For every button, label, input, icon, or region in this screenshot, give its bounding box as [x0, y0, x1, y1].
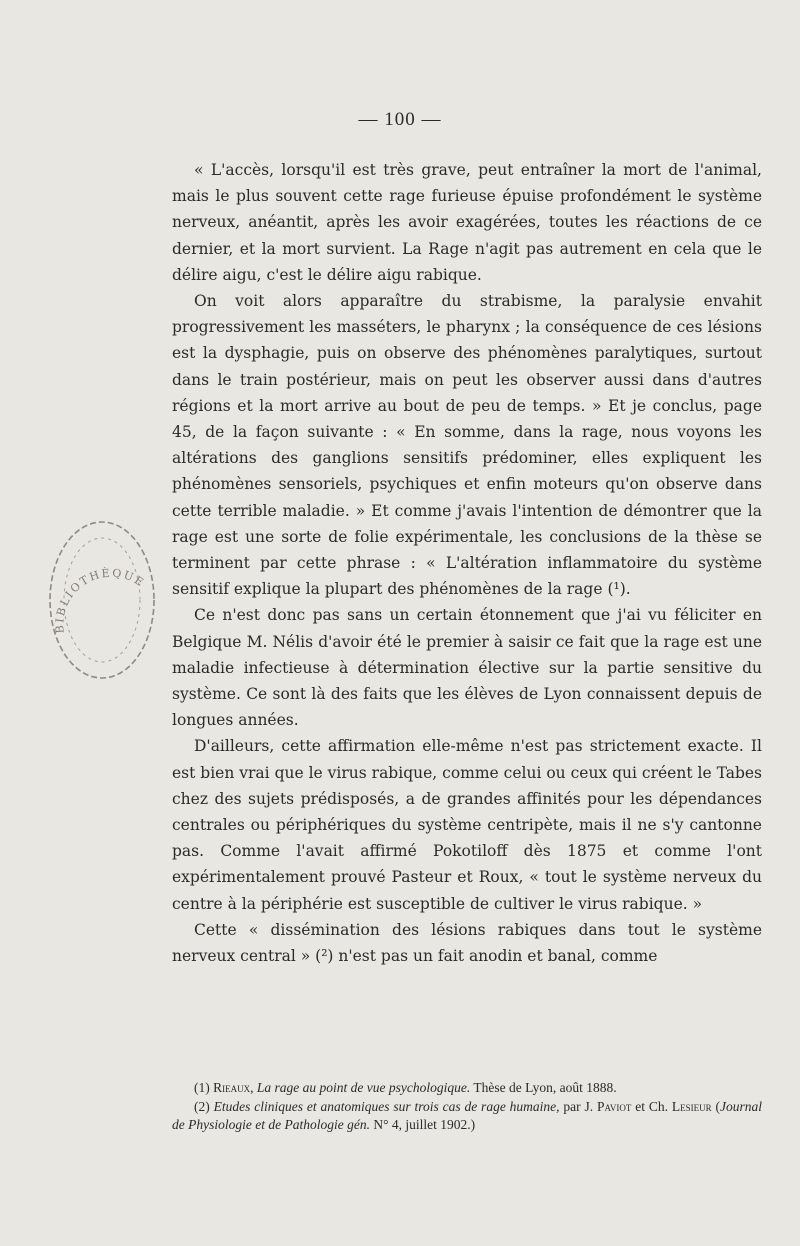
footnote-2-by: par: [559, 1098, 585, 1114]
paragraph-5: Cette « dissémination des lésions rabiques dans tout le système nerveux central » (²) n'est pas un fait anodin et banal, comme: [172, 920, 762, 966]
footnotes: [172, 1079, 762, 1135]
footnote-1: [172, 1079, 762, 1098]
footnote-1-rest: Thèse de Lyon, août 1888.: [470, 1080, 617, 1095]
footnote-2-author-2: Lesieur: [671, 1098, 712, 1114]
paragraph-4: D'ailleurs, cette affirmation elle-même n'est pas strictement exacte. Il est bien vrai que le virus rabique, comme celui ou ceux qui créent le Tabes chez des sujets prédisposés, a de grandes affinités pour les dépendances centrales ou périphériques du système centripète, mais il ne s'y cantonne pas. Comme l'avait affirmé Pokotiloff dès 1875 et comme l'ont expérimentalement prouvé Pasteur et Roux, « tout le système nerveux du centre à la périphérie est susceptible de cultiver le virus rabique. »: [172, 737, 762, 913]
paragraph-1: « L'accès, lorsqu'il est très grave, peut entraîner la mort de l'animal, mais le plus souvent cette rage furieuse épuise profondément le système nerveux, anéantit, après les avoir exagérées, toutes les réactions de ce dernier, et la mort survient. La Rage n'agit pas autrement en cela que le délire aigu, c'est le délire aigu rabique.: [172, 161, 762, 284]
footnote-2-author-1: J. Paviot: [584, 1098, 632, 1114]
footnote-2: [172, 1098, 762, 1135]
footnote-2-journal-open: (: [711, 1098, 720, 1114]
footnote-1-title: La rage au point de vue psychologique.: [256, 1080, 471, 1095]
footnote-2-title: Etudes cliniques et anatomiques sur trois cas de rage humaine,: [213, 1098, 560, 1114]
footnote-2-rest: N° 4, juillet 1902.): [369, 1117, 476, 1132]
footnote-2-journal: Journal de Physiologie et de Pathologie gén.: [172, 1098, 762, 1132]
page-number: — 100 —: [358, 109, 442, 130]
footnote-2-marker: (2): [194, 1098, 210, 1114]
body-text: [172, 157, 762, 969]
paragraph-3: Ce n'est donc pas sans un certain étonnement que j'ai vu féliciter en Belgique M. Nélis d'avoir été le premier à saisir ce fait que la rage est une maladie infectieuse à détermination élective sur la partie sensitive du système. Ce sont là des faits que les élèves de Lyon connaissent depuis de longues années.: [172, 606, 762, 730]
footnote-1-author: Rieaux,: [213, 1080, 254, 1095]
footnote-1-marker: (1): [194, 1080, 210, 1095]
paragraph-2: On voit alors apparaître du strabisme, la paralysie envahit progressivement les masséters, le pharynx ; la conséquence de ces lésions est la dysphagie, puis on observe des phénomènes paralytiques, surtout dans le train postérieur, mais on peut les observer aussi dans d'autres régions et la mort arrive au bout de peu de temps. » Et je conclus, page 45, de la façon suivante : « En somme, dans la rage, nous voyons les altérations des ganglions sensitifs prédominer, elles expliquent les phénomènes sensoriels, psychiques et enfin moteurs qu'on observe dans cette terrible maladie. » Et comme j'avais l'intention de démontrer que la rage est une sorte de folie expérimentale, les conclusions de la thèse se terminent par cette phrase : « L'altération inflammatoire du système sensitif explique la plupart des phénomènes de la rage (¹).: [172, 292, 762, 599]
footnote-2-and: et Ch.: [631, 1098, 672, 1114]
stamp-text: BIBLIOTHÈQUE: [53, 566, 148, 634]
library-stamp: [42, 508, 162, 688]
